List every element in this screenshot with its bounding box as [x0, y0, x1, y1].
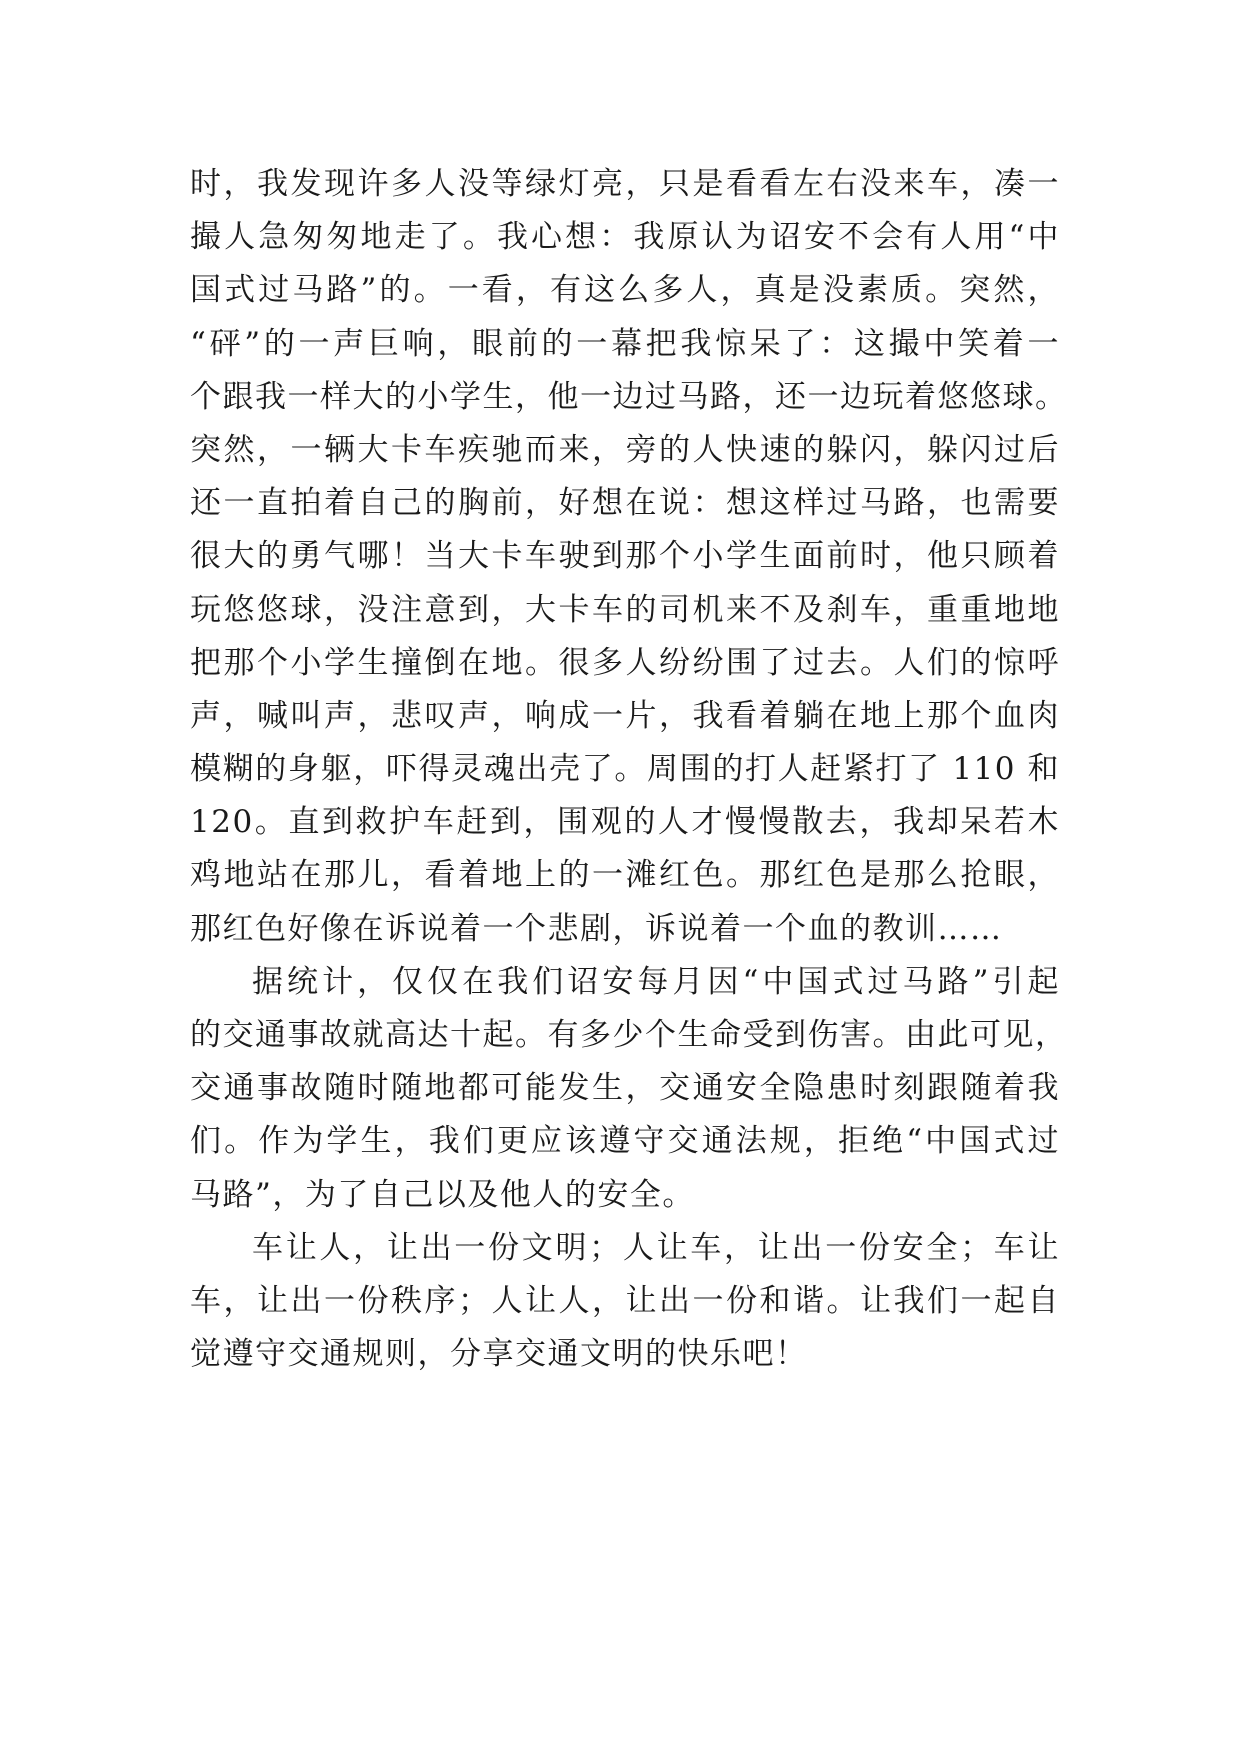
- text-line: 个跟我一样大的小学生，他一边过马路，还一边玩着悠悠球。: [190, 378, 1068, 415]
- text-line: 把那个小学生撞倒在地。很多人纷纷围了过去。人们的惊呼: [190, 644, 1060, 681]
- text-line: 120。直到救护车赶到，围观的人才慢慢散去，我却呆若木: [190, 804, 1060, 841]
- text-line: 玩悠悠球，没注意到，大卡车的司机来不及刹车，重重地地: [190, 591, 1060, 628]
- text-line: “砰”的一声巨响，眼前的一幕把我惊呆了：这撮中笑着一: [190, 325, 1060, 362]
- text-line: 声，喊叫声，悲叹声，响成一片，我看着躺在地上那个血肉: [190, 697, 1060, 734]
- text-line: 还一直拍着自己的胸前，好想在说：想这样过马路，也需要: [190, 485, 1060, 522]
- paragraph-end-line: 那红色好像在诉说着一个悲剧，诉说着一个血的教训……: [190, 910, 1003, 947]
- text-line: 模糊的身躯，吓得灵魂出壳了。周围的打人赶紧打了 110 和: [190, 751, 1060, 788]
- paragraph-end-line: 觉遵守交通规则，分享交通文明的快乐吧！: [190, 1336, 808, 1373]
- text-line: 鸡地站在那儿，看着地上的一滩红色。那红色是那么抢眼，: [190, 857, 1060, 894]
- text-line: 国式过马路”的。一看，有这么多人，真是没素质。突然，: [190, 272, 1060, 309]
- text-line: 时，我发现许多人没等绿灯亮，只是看看左右没来车，凑一: [190, 166, 1060, 202]
- text-line: 撮人急匆匆地走了。我心想：我原认为诏安不会有人用“中: [190, 219, 1060, 256]
- text-line: 交通事故随时随地都可能发生，交通安全隐患时刻跟随着我: [190, 1070, 1060, 1107]
- text-line: 很大的勇气哪！当大卡车驶到那个小学生面前时，他只顾着: [190, 538, 1060, 575]
- body-text: [190, 158, 1068, 1381]
- text-line: 车，让出一份秩序；人让人，让出一份和谐。让我们一起自: [190, 1282, 1060, 1319]
- text-line: 突然，一辆大卡车疾驰而来，旁的人快速的躲闪，躲闪过后: [190, 431, 1060, 468]
- paragraph-start-line: 车让人，让出一份文明；人让车，让出一份安全；车让: [252, 1229, 1060, 1266]
- paragraph-end-line: 马路”，为了自己以及他人的安全。: [190, 1176, 695, 1213]
- paragraph-start-line: 据统计，仅仅在我们诏安每月因“中国式过马路”引起: [252, 963, 1060, 1000]
- text-line: 的交通事故就高达十起。有多少个生命受到伤害。由此可见，: [190, 1017, 1068, 1053]
- text-line: 们。作为学生，我们更应该遵守交通法规，拒绝“中国式过: [190, 1123, 1060, 1160]
